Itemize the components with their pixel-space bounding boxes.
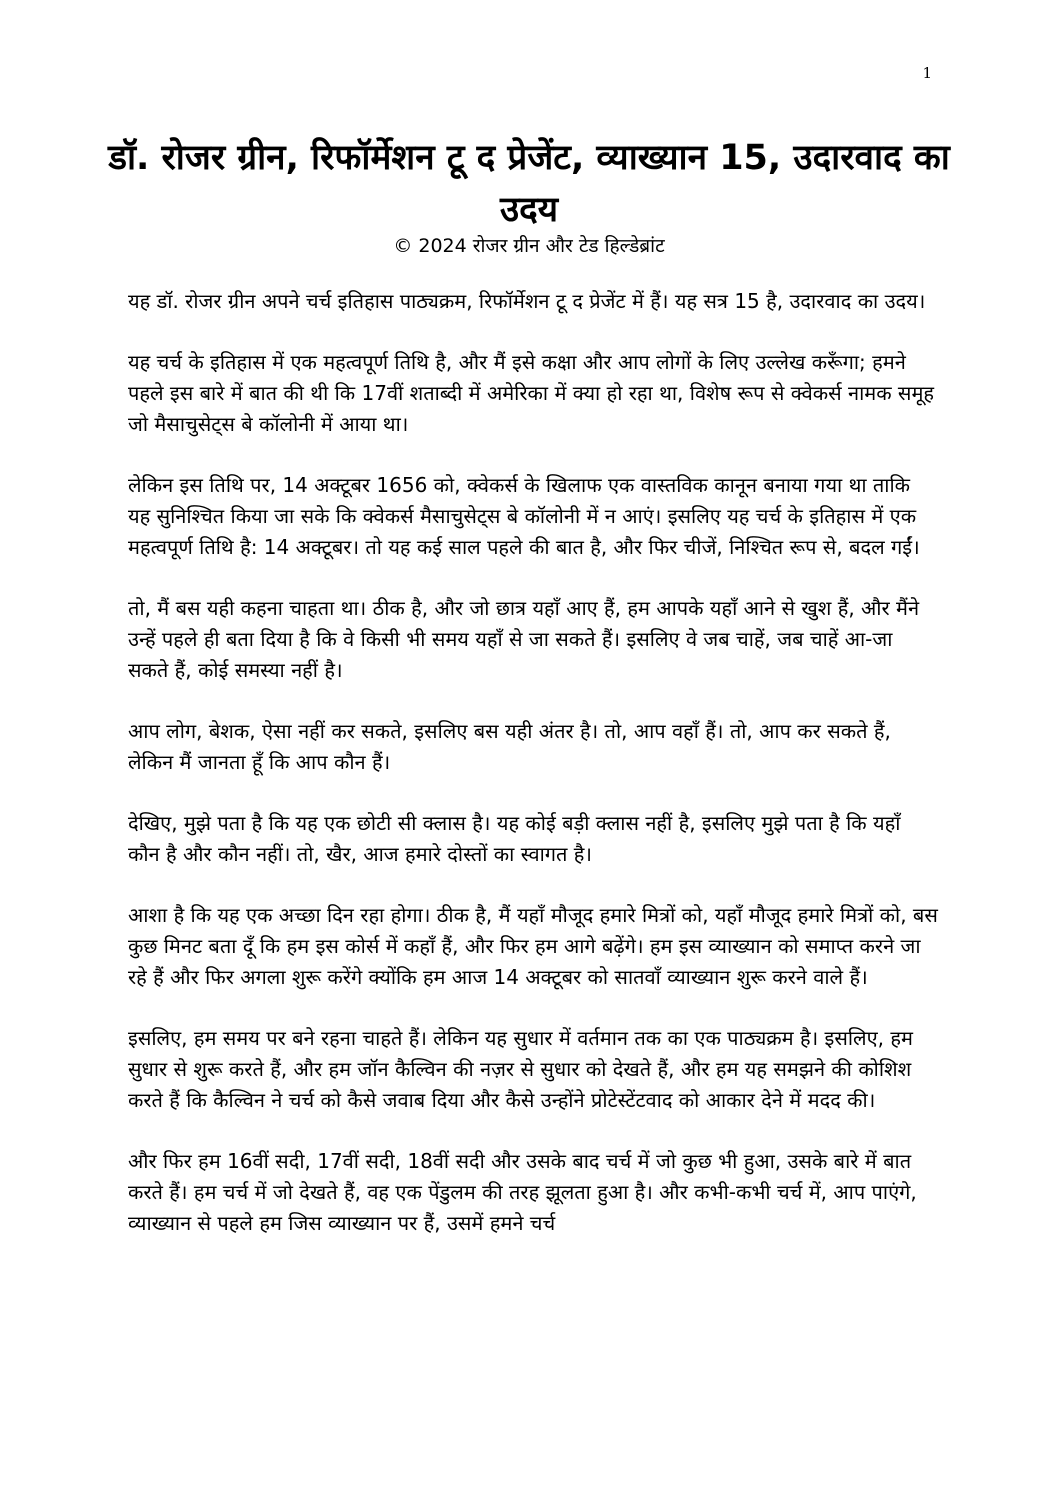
paragraph: लेकिन इस तिथि पर, 14 अक्टूबर 1656 को, क्वेकर्स के खिलाफ एक वास्तविक कानून बनाया गया था ताकि यह सुनिश्चित किया जा सके कि क्वेकर्स मैसाचुसेट्स बे कॉलोनी में न आएं। इसलिए यह चर्च के इतिहास में एक महत्वपूर्ण तिथि है: 14 अक्टूबर। तो यह कई साल पहले की बात है, और फिर चीजें, निश्चित रूप से, बदल गईं। [128, 473, 920, 559]
paragraph: आप लोग, बेशक, ऐसा नहीं कर सकते, इसलिए बस यही अंतर है। तो, आप वहाँ हैं। तो, आप कर सकते हैं, लेकिन मैं जानता हूँ कि आप कौन हैं। [128, 719, 891, 774]
paragraph: यह डॉ. रोजर ग्रीन अपने चर्च इतिहास पाठ्यक्रम, रिफॉर्मेशन टू द प्रेजेंट में हैं। यह सत्र 15 है, उदारवाद का उदय। [128, 289, 926, 313]
paragraph: इसलिए, हम समय पर बने रहना चाहते हैं। लेकिन यह सुधार में वर्तमान तक का एक पाठ्यक्रम है। इसलिए, हम सुधार से शुरू करते हैं, और हम जॉन कैल्विन की नज़र से सुधार को देखते हैं, और हम यह समझने की कोशिश करते हैं कि कैल्विन ने चर्च को कैसे जवाब दिया और कैसे उन्होंने प्रोटेस्टेंटवाद को आकार देने में मदद की। [128, 1026, 913, 1112]
copyright-line: © 2024 रोजर ग्रीन और टेड हिल्डेब्रांट [393, 235, 665, 257]
paragraph: और फिर हम 16वीं सदी, 17वीं सदी, 18वीं सदी और उसके बाद चर्च में जो कुछ भी हुआ, उसके बारे में बात करते हैं। हम चर्च में जो देखते हैं, वह एक पेंडुलम की तरह झूलता हुआ है। और कभी-कभी चर्च में, आप पाएंगे, व्याख्यान से पहले हम जिस व्याख्यान पर हैं, उसमें हमने चर्च [128, 1149, 917, 1235]
page-number: 1 [922, 64, 932, 82]
paragraph: यह चर्च के इतिहास में एक महत्वपूर्ण तिथि है, और मैं इसे कक्षा और आप लोगों के लिए उल्लेख करूँगा; हमने पहले इस बारे में बात की थी कि 17वीं शताब्दी में अमेरिका में क्या हो रहा था, विशेष रूप से क्वेकर्स नामक समूह जो मैसाचुसेट्स बे कॉलोनी में आया था। [128, 350, 935, 436]
paragraph: देखिए, मुझे पता है कि यह एक छोटी सी क्लास है। यह कोई बड़ी क्लास नहीं है, इसलिए मुझे पता है कि यहाँ कौन है और कौन नहीं। तो, खैर, आज हमारे दोस्तों का स्वागत है। [128, 811, 901, 866]
document-body [128, 286, 938, 1269]
paragraph: तो, मैं बस यही कहना चाहता था। ठीक है, और जो छात्र यहाँ आए हैं, हम आपके यहाँ आने से खुश हैं, और मैंने उन्हें पहले ही बता दिया है कि वे किसी भी समय यहाँ से जा सकते हैं। इसलिए वे जब चाहें, जब चाहें आ-जा सकते हैं, कोई समस्या नहीं है। [128, 596, 920, 682]
document-title: डॉ. रोजर ग्रीन, रिफॉर्मेशन टू द प्रेजेंट, व्याख्यान 15, उदारवाद का उदय [108, 138, 950, 230]
paragraph: आशा है कि यह एक अच्छा दिन रहा होगा। ठीक है, मैं यहाँ मौजूद हमारे मित्रों को, यहाँ मौजूद हमारे मित्रों को, बस कुछ मिनट बता दूँ कि हम इस कोर्स में कहाँ हैं, और फिर हम आगे बढ़ेंगे। हम इस व्याख्यान को समाप्त करने जा रहे हैं और फिर अगला शुरू करेंगे क्योंकि हम आज 14 अक्टूबर को सातवाँ व्याख्यान शुरू करने वाले हैं। [128, 903, 938, 989]
